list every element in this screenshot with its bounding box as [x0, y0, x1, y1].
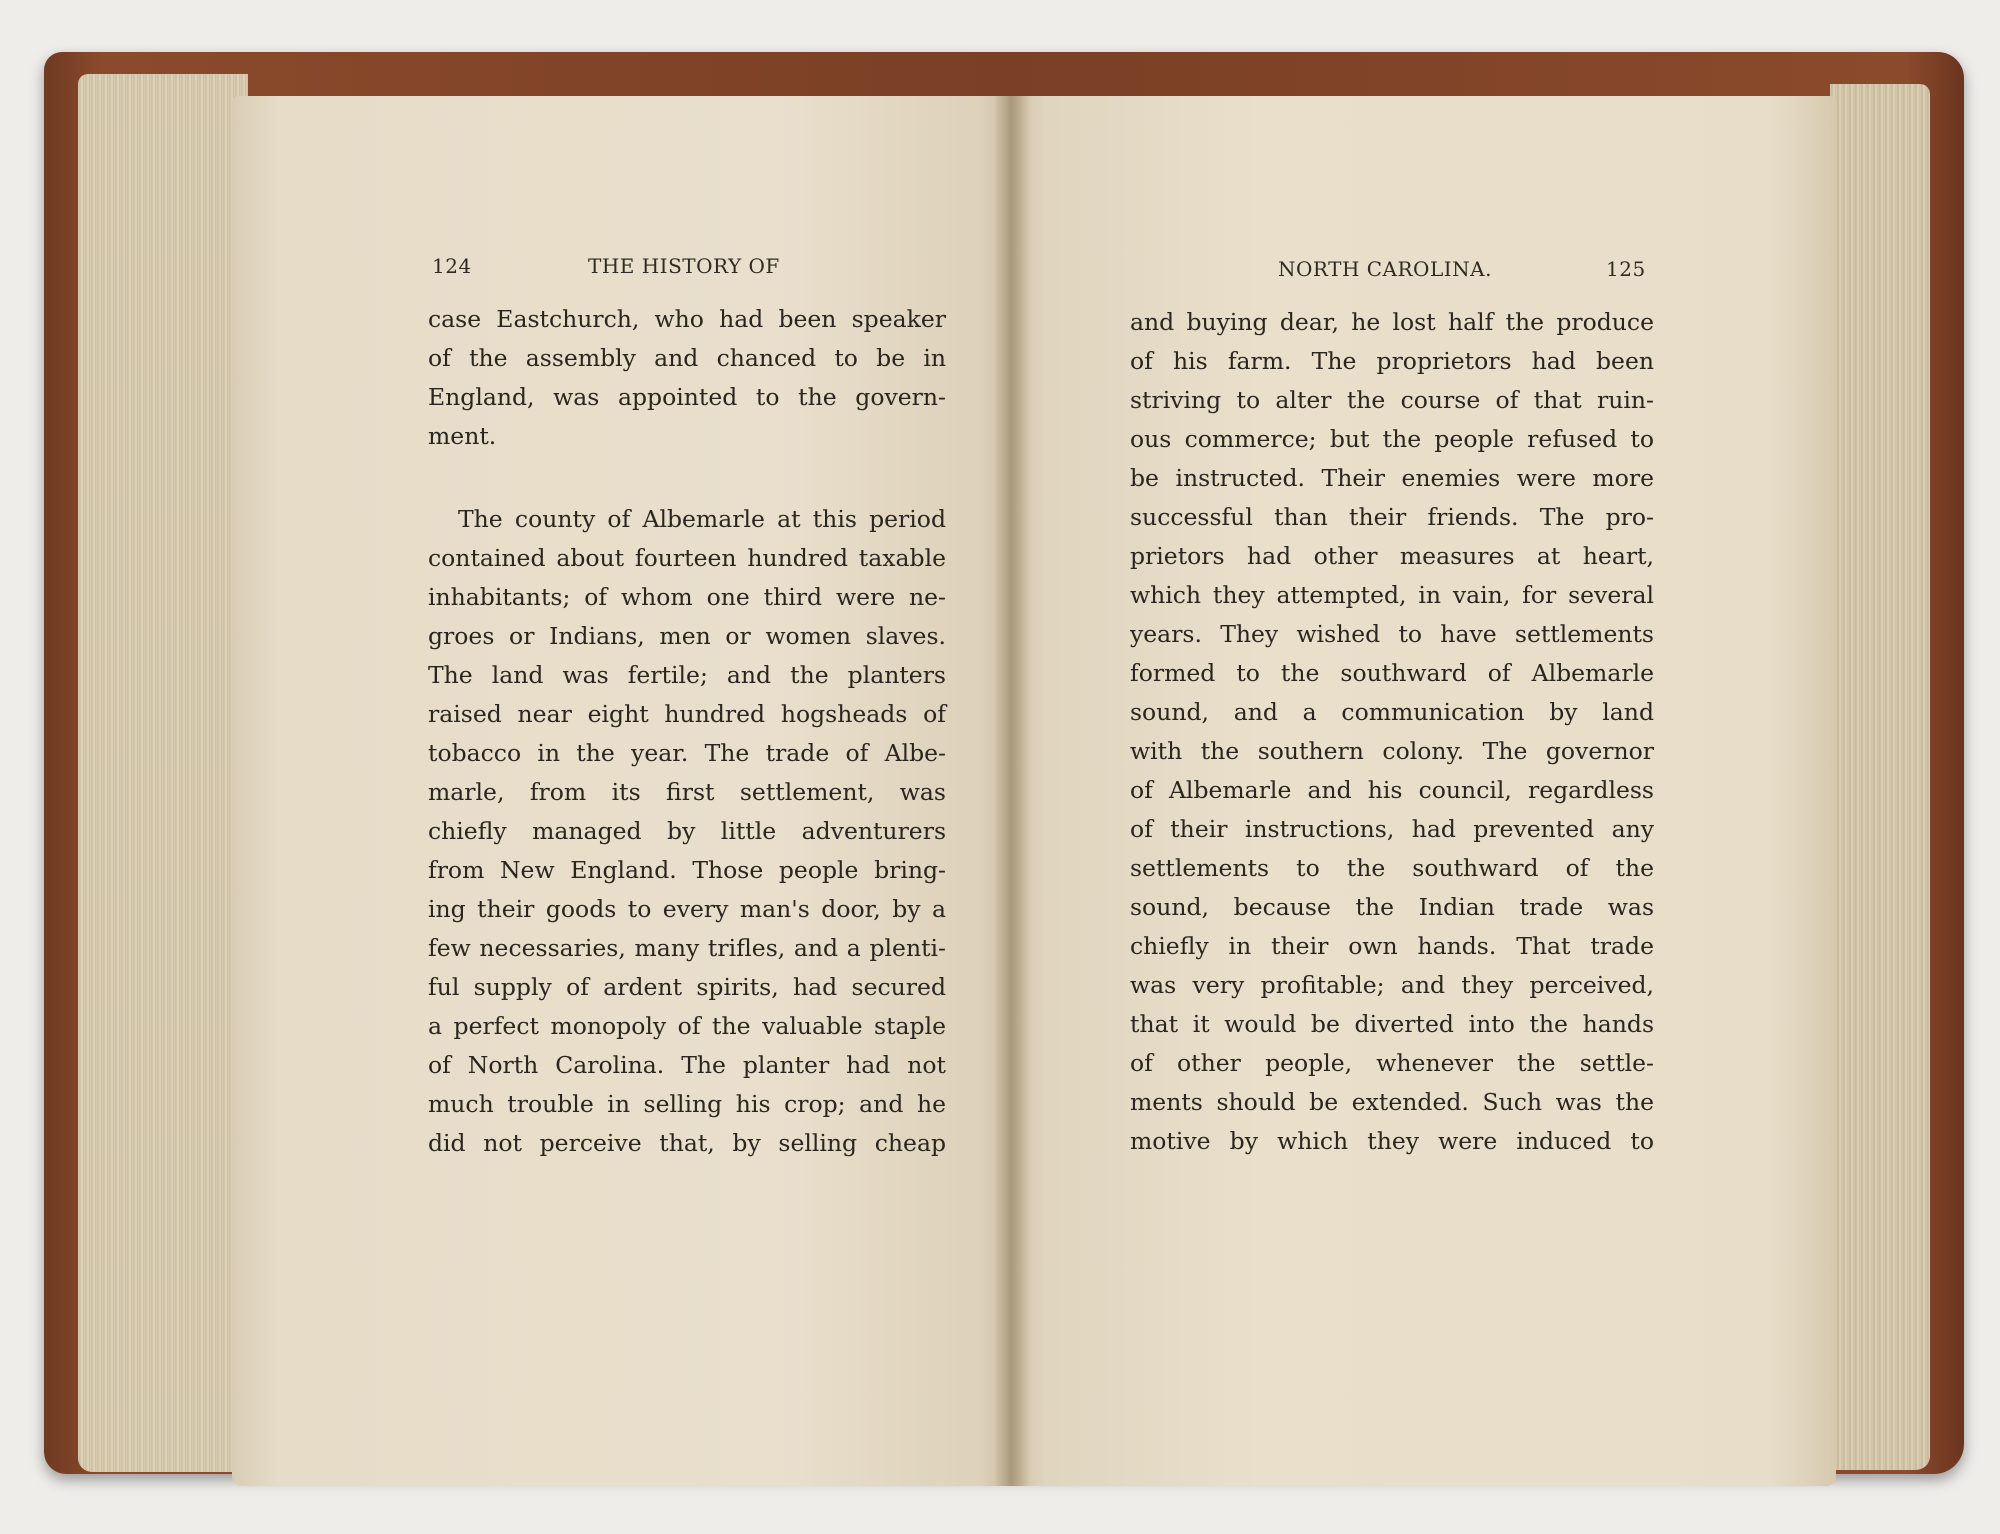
left-page-text: [428, 300, 946, 1163]
right-page-text: [1130, 303, 1654, 1161]
left-page-edges: [78, 74, 248, 1472]
text-line: with the southern colony. The governor: [1130, 737, 1654, 765]
text-line: chiefly in their own hands. That trade: [1130, 932, 1654, 960]
left-page-number: 124: [432, 254, 472, 278]
text-line: striving to alter the course of that ruin-: [1130, 386, 1654, 414]
book-gutter: [994, 96, 1030, 1486]
text-line: The land was fertile; and the planters: [428, 661, 946, 689]
text-line: sound, because the Indian trade was: [1130, 893, 1654, 921]
right-page-number: 125: [1606, 257, 1646, 281]
text-line: prietors had other measures at heart,: [1130, 542, 1654, 570]
right-paragraph-1: [1130, 303, 1654, 1161]
left-paragraph-1: [428, 300, 946, 456]
text-line: marle, from its first settlement, was: [428, 778, 946, 806]
text-line: was very profitable; and they perceived,: [1130, 971, 1654, 999]
text-line: ful supply of ardent spirits, had secured: [428, 973, 946, 1001]
text-line: chiefly managed by little adventurers: [428, 817, 946, 845]
text-line: motive by which they were induced to: [1130, 1127, 1654, 1155]
text-line: ous commerce; but the people refused to: [1130, 425, 1654, 453]
text-line: of their instructions, had prevented any: [1130, 815, 1654, 843]
text-line: successful than their friends. The pro-: [1130, 503, 1654, 531]
text-line: and buying dear, he lost half the produce: [1130, 308, 1654, 336]
text-line: of other people, whenever the settle-: [1130, 1049, 1654, 1077]
text-line: of his farm. The proprietors had been: [1130, 347, 1654, 375]
text-line: did not perceive that, by selling cheap: [428, 1129, 946, 1157]
text-line: groes or Indians, men or women slaves.: [428, 622, 946, 650]
text-line: tobacco in the year. The trade of Albe-: [428, 739, 946, 767]
text-line: few necessaries, many trifles, and a plenti-: [428, 934, 946, 962]
left-running-head: THE HISTORY OF: [588, 254, 780, 278]
text-line: be instructed. Their enemies were more: [1130, 464, 1654, 492]
text-line: of the assembly and chanced to be in: [428, 344, 946, 372]
left-paragraph-2: [428, 500, 946, 1163]
text-line: much trouble in selling his crop; and he: [428, 1090, 946, 1118]
text-line: ment.: [428, 422, 497, 450]
text-line: contained about fourteen hundred taxable: [428, 544, 946, 572]
text-line: case Eastchurch, who had been speaker: [428, 305, 946, 333]
right-running-head: NORTH CAROLINA.: [1278, 257, 1492, 281]
text-line: ments should be extended. Such was the: [1130, 1088, 1654, 1116]
text-line: formed to the southward of Albemarle: [1130, 659, 1654, 687]
right-page-edges: [1830, 84, 1930, 1470]
text-line: raised near eight hundred hogsheads of: [428, 700, 946, 728]
text-line: sound, and a communication by land: [1130, 698, 1654, 726]
text-line: that it would be diverted into the hands: [1130, 1010, 1654, 1038]
text-line: ing their goods to every man's door, by a: [428, 895, 946, 923]
text-line: The county of Albemarle at this period: [458, 505, 946, 533]
text-line: of North Carolina. The planter had not: [428, 1051, 946, 1079]
text-line: of Albemarle and his council, regardless: [1130, 776, 1654, 804]
text-line: from New England. Those people bring-: [428, 856, 946, 884]
text-line: settlements to the southward of the: [1130, 854, 1654, 882]
text-line: a perfect monopoly of the valuable staple: [428, 1012, 946, 1040]
text-line: years. They wished to have settlements: [1130, 620, 1654, 648]
text-line: inhabitants; of whom one third were ne-: [428, 583, 946, 611]
text-line: England, was appointed to the govern-: [428, 383, 946, 411]
text-line: which they attempted, in vain, for several: [1130, 581, 1654, 609]
